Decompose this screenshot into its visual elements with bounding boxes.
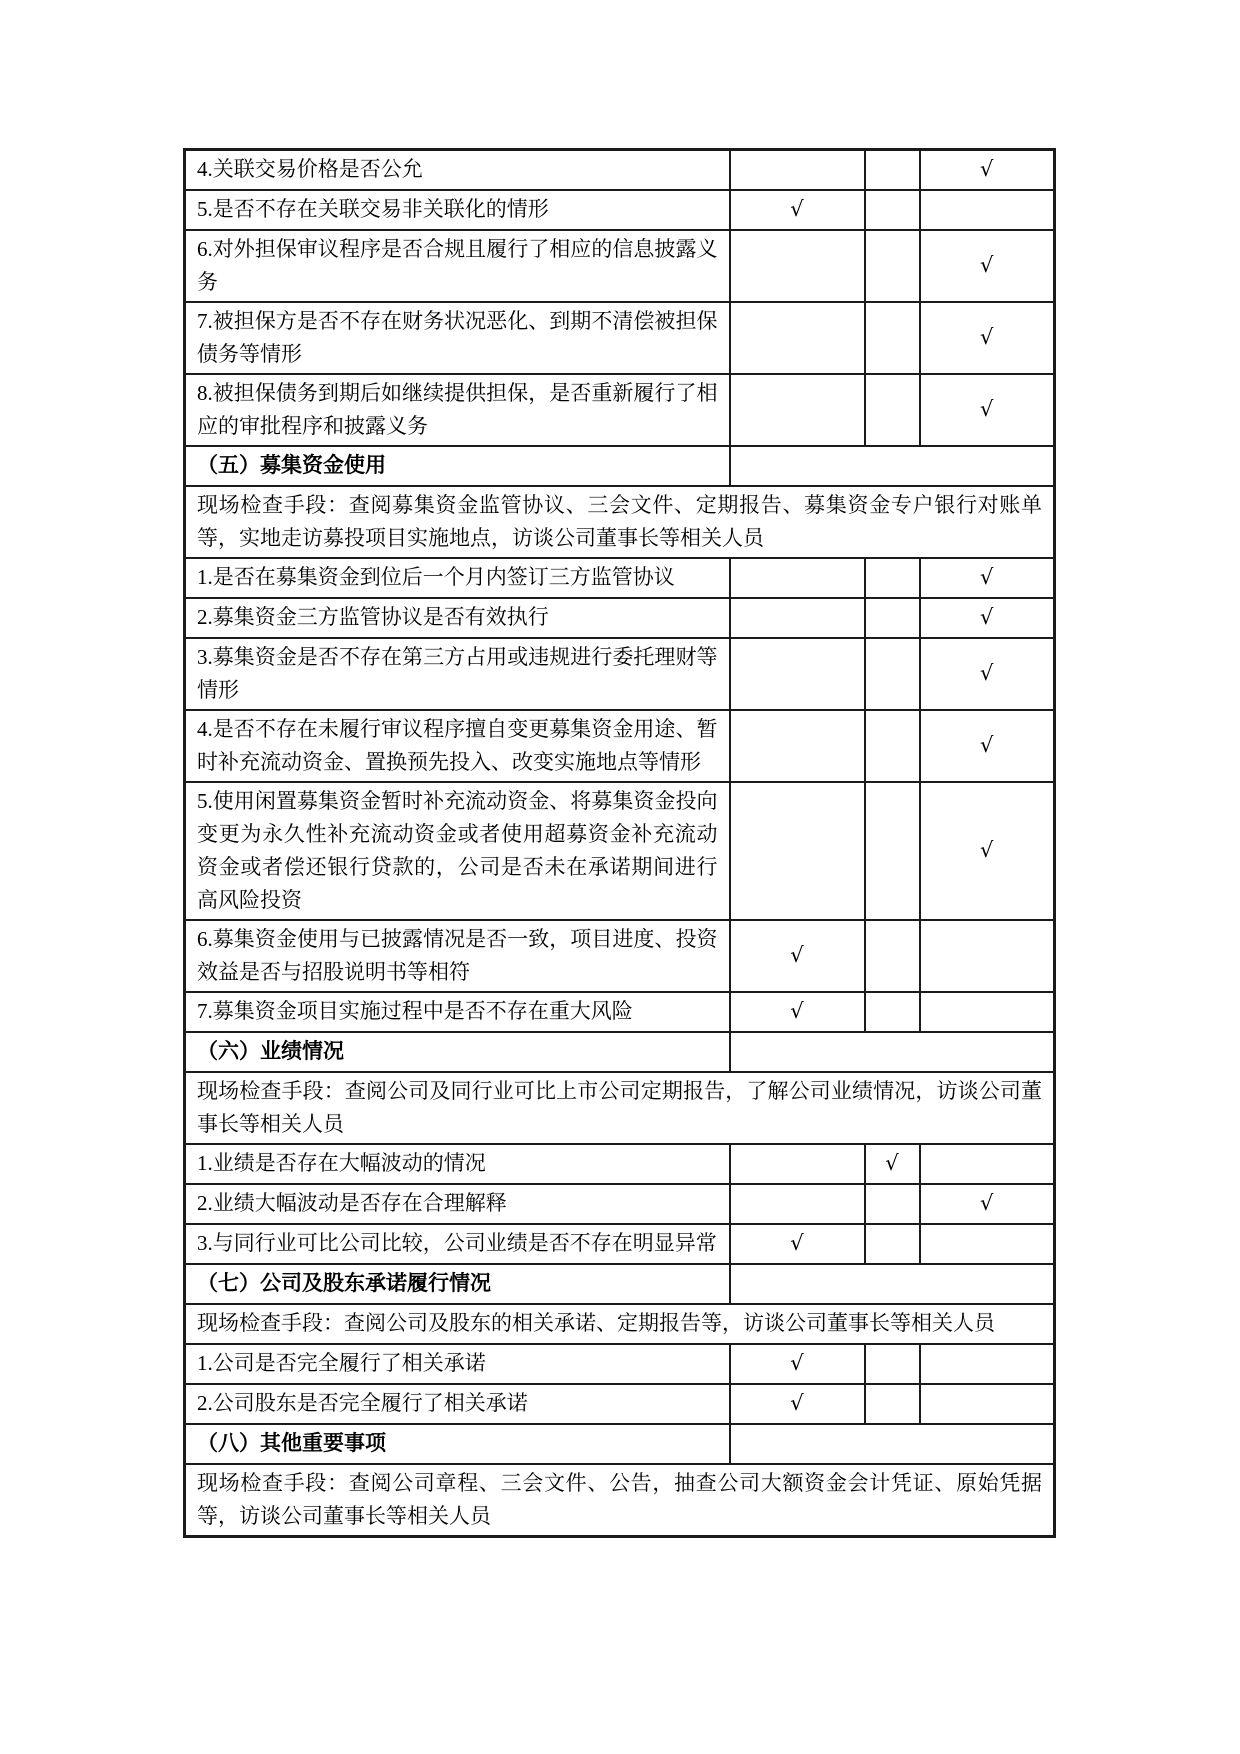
item-row (185, 782, 1055, 920)
check-cell-c3 (920, 374, 1055, 446)
question-cell: 2.募集资金三方监管协议是否有效执行 (185, 598, 730, 638)
check-cell-c1 (730, 230, 865, 302)
method-cell: 现场检查手段：查阅公司及股东的相关承诺、定期报告等，访谈公司董事长等相关人员 (185, 1304, 1055, 1344)
check-cell-c3 (920, 1224, 1055, 1264)
check-cell-c1 (730, 302, 865, 374)
check-cell-c1 (730, 1344, 865, 1384)
section-empty-cell (730, 1032, 1055, 1072)
method-cell: 现场检查手段：查阅募集资金监管协议、三会文件、定期报告、募集资金专户银行对账单等，实地走访募投项目实施地点，访谈公司董事长等相关人员 (185, 486, 1055, 558)
check-cell-c2 (865, 1384, 920, 1424)
check-cell-c2 (865, 920, 920, 992)
section-title-cell: （八）其他重要事项 (185, 1424, 730, 1464)
check-cell-c2 (865, 1224, 920, 1264)
check-cell-c1 (730, 1224, 865, 1264)
item-row (185, 374, 1055, 446)
question-cell: 5.使用闲置募集资金暂时补充流动资金、将募集资金投向变更为永久性补充流动资金或者使用超募资金补充流动资金或者偿还银行贷款的，公司是否未在承诺期间进行高风险投资 (185, 782, 730, 920)
check-cell-c3 (920, 782, 1055, 920)
check-cell-c3 (920, 190, 1055, 230)
section-row (185, 1032, 1055, 1072)
method-row (185, 1304, 1055, 1344)
check-cell-c3 (920, 710, 1055, 782)
item-row (185, 1224, 1055, 1264)
question-cell: 1.公司是否完全履行了相关承诺 (185, 1344, 730, 1384)
question-cell: 3.募集资金是否不存在第三方占用或违规进行委托理财等情形 (185, 638, 730, 710)
check-cell-c3 (920, 558, 1055, 598)
section-row (185, 446, 1055, 486)
item-row (185, 302, 1055, 374)
checkmark-icon: √ (790, 197, 804, 221)
check-cell-c3 (920, 230, 1055, 302)
check-cell-c2 (865, 598, 920, 638)
question-cell: 1.是否在募集资金到位后一个月内签订三方监管协议 (185, 558, 730, 598)
check-cell-c3 (920, 1384, 1055, 1424)
check-cell-c1 (730, 782, 865, 920)
item-row (185, 992, 1055, 1032)
check-cell-c2 (865, 1184, 920, 1224)
check-cell-c1 (730, 992, 865, 1032)
checkmark-icon: √ (790, 999, 804, 1023)
item-row (185, 710, 1055, 782)
checkmark-icon: √ (980, 733, 994, 757)
item-row (185, 1344, 1055, 1384)
check-cell-c1 (730, 598, 865, 638)
checkmark-icon: √ (980, 565, 994, 589)
checkmark-icon: √ (980, 1191, 994, 1215)
check-cell-c3 (920, 992, 1055, 1032)
check-cell-c2 (865, 1144, 920, 1184)
checkmark-icon: √ (980, 325, 994, 349)
check-cell-c1 (730, 190, 865, 230)
question-cell: 1.业绩是否存在大幅波动的情况 (185, 1144, 730, 1184)
check-cell-c2 (865, 1344, 920, 1384)
section-title-cell: （五）募集资金使用 (185, 446, 730, 486)
check-cell-c3 (920, 1184, 1055, 1224)
section-title-cell: （六）业绩情况 (185, 1032, 730, 1072)
question-cell: 4.是否不存在未履行审议程序擅自变更募集资金用途、暂时补充流动资金、置换预先投入、改变实施地点等情形 (185, 710, 730, 782)
checkmark-icon: √ (790, 1351, 804, 1375)
checkmark-icon: √ (980, 253, 994, 277)
item-row (185, 920, 1055, 992)
checkmark-icon: √ (790, 1391, 804, 1415)
question-cell: 6.对外担保审议程序是否合规且履行了相应的信息披露义务 (185, 230, 730, 302)
checkmark-icon: √ (790, 1231, 804, 1255)
checklist-table (183, 148, 1056, 1538)
question-cell: 7.被担保方是否不存在财务状况恶化、到期不清偿被担保债务等情形 (185, 302, 730, 374)
method-cell: 现场检查手段：查阅公司及同行业可比上市公司定期报告，了解公司业绩情况，访谈公司董事长等相关人员 (185, 1072, 1055, 1144)
check-cell-c2 (865, 782, 920, 920)
check-cell-c2 (865, 710, 920, 782)
check-cell-c1 (730, 710, 865, 782)
section-empty-cell (730, 1264, 1055, 1304)
check-cell-c3 (920, 1344, 1055, 1384)
check-cell-c3 (920, 302, 1055, 374)
item-row (185, 190, 1055, 230)
item-row (185, 558, 1055, 598)
section-title-cell: （七）公司及股东承诺履行情况 (185, 1264, 730, 1304)
check-cell-c1 (730, 558, 865, 598)
check-cell-c2 (865, 992, 920, 1032)
section-empty-cell (730, 446, 1055, 486)
check-cell-c1 (730, 1384, 865, 1424)
checkmark-icon: √ (980, 838, 994, 862)
item-row (185, 638, 1055, 710)
check-cell-c3 (920, 1144, 1055, 1184)
method-cell: 现场检查手段：查阅公司章程、三会文件、公告，抽查公司大额资金会计凭证、原始凭据等，访谈公司董事长等相关人员 (185, 1464, 1055, 1537)
check-cell-c2 (865, 558, 920, 598)
item-row (185, 598, 1055, 638)
check-cell-c2 (865, 302, 920, 374)
check-cell-c1 (730, 638, 865, 710)
check-cell-c3 (920, 150, 1055, 190)
question-cell: 4.关联交易价格是否公允 (185, 150, 730, 190)
question-cell: 2.公司股东是否完全履行了相关承诺 (185, 1384, 730, 1424)
method-row (185, 1072, 1055, 1144)
question-cell: 8.被担保债务到期后如继续提供担保，是否重新履行了相应的审批程序和披露义务 (185, 374, 730, 446)
check-cell-c1 (730, 150, 865, 190)
check-cell-c2 (865, 150, 920, 190)
question-cell: 2.业绩大幅波动是否存在合理解释 (185, 1184, 730, 1224)
checkmark-icon: √ (885, 1151, 899, 1175)
checkmark-icon: √ (980, 605, 994, 629)
check-cell-c2 (865, 230, 920, 302)
item-row (185, 1184, 1055, 1224)
section-row (185, 1424, 1055, 1464)
question-cell: 7.募集资金项目实施过程中是否不存在重大风险 (185, 992, 730, 1032)
checkmark-icon: √ (980, 661, 994, 685)
item-row (185, 150, 1055, 190)
question-cell: 6.募集资金使用与已披露情况是否一致，项目进度、投资效益是否与招股说明书等相符 (185, 920, 730, 992)
method-row (185, 486, 1055, 558)
check-cell-c3 (920, 598, 1055, 638)
checkmark-icon: √ (980, 397, 994, 421)
section-empty-cell (730, 1424, 1055, 1464)
check-cell-c2 (865, 374, 920, 446)
check-cell-c2 (865, 190, 920, 230)
check-cell-c3 (920, 638, 1055, 710)
item-row (185, 1384, 1055, 1424)
question-cell: 3.与同行业可比公司比较，公司业绩是否不存在明显异常 (185, 1224, 730, 1264)
question-cell: 5.是否不存在关联交易非关联化的情形 (185, 190, 730, 230)
section-row (185, 1264, 1055, 1304)
check-cell-c1 (730, 1184, 865, 1224)
item-row (185, 230, 1055, 302)
checkmark-icon: √ (980, 157, 994, 182)
method-row (185, 1464, 1055, 1537)
checklist-table-body (185, 150, 1055, 1537)
item-row (185, 1144, 1055, 1184)
check-cell-c3 (920, 920, 1055, 992)
checkmark-icon: √ (790, 943, 804, 967)
check-cell-c1 (730, 374, 865, 446)
check-cell-c2 (865, 638, 920, 710)
check-cell-c1 (730, 1144, 865, 1184)
check-cell-c1 (730, 920, 865, 992)
